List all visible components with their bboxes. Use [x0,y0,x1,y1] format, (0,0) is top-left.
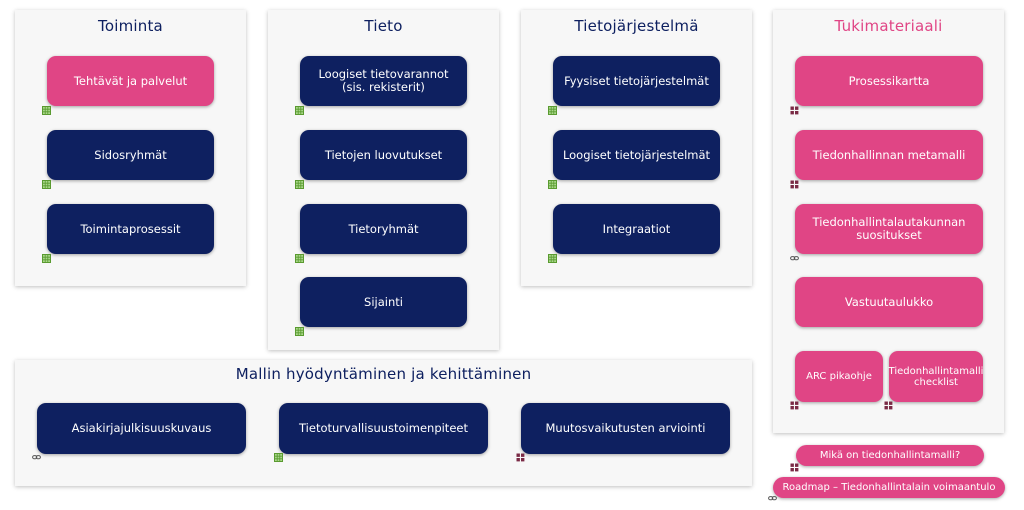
panel-title: Tieto [364,17,403,35]
grid-icon [42,254,51,263]
apps-icon [884,401,893,410]
tile-label: Tietojen luovutukset [324,147,443,162]
pill-roadmap[interactable] [773,477,1005,498]
tile-sijainti[interactable] [300,277,467,327]
tile-tehtavat-ja-palvelut[interactable] [47,56,214,106]
tile-integraatiot[interactable] [553,204,720,254]
tile-label: Tiedonhallintalautakunnan suositukset [812,215,966,242]
grid-icon [295,327,304,336]
grid-icon [295,180,304,189]
tile-label: Prosessikartta [848,73,930,88]
grid-icon [548,106,557,115]
tile-label: Asiakirjajulkisuuskuvaus [71,421,212,435]
panel-title: Tukimateriaali [834,17,943,35]
tile-label: Muutosvaikutusten arviointi [545,421,706,435]
grid-icon [295,106,304,115]
apps-icon [790,106,799,115]
tile-label: Tehtävät ja palvelut [73,73,188,88]
panel-title: Tietojärjestelmä [574,17,699,35]
tile-checklist[interactable] [889,351,983,402]
grid-icon [295,254,304,263]
tile-asiakirjajulkisuuskuvaus[interactable] [37,403,246,454]
tile-label: Sidosryhmät [94,147,167,162]
tile-loogiset-tietojarjestelmat[interactable] [553,130,720,180]
tile-label: Vastuutaulukko [844,294,934,309]
tile-label: Fyysiset tietojärjestelmät [564,73,709,88]
apps-icon [516,453,525,462]
grid-icon [548,180,557,189]
tile-tietoturvallisuustoimenpiteet[interactable] [279,403,488,454]
tile-sidosryhmat[interactable] [47,130,214,180]
panel-title: Toiminta [98,17,163,35]
tile-arc-pikaohje[interactable] [795,351,883,402]
tile-vastuutaulukko[interactable] [795,277,983,327]
tile-tietoryhmat[interactable] [300,204,467,254]
tile-label: Sijainti [364,294,403,309]
tile-lautakunnan-suositukset[interactable] [795,204,983,254]
tile-label: Tietoryhmät [348,221,419,236]
tile-tietojen-luovutukset[interactable] [300,130,467,180]
grid-icon [42,180,51,189]
link-icon [768,494,777,503]
grid-icon [274,453,283,462]
apps-icon [790,401,799,410]
apps-icon [790,463,799,472]
tile-label: Toimintaprosessit [80,221,181,236]
tile-label: ARC pikaohje [806,371,872,382]
tile-label: Tiedonhallinnan metamalli [812,147,966,162]
tile-prosessikartta[interactable] [795,56,983,106]
tile-fyysiset-tietojarjestelmat[interactable] [553,56,720,106]
pill-label: Mikä on tiedonhallintamalli? [819,450,961,461]
pill-label: Roadmap – Tiedonhallintalain voimaantulo [782,482,996,493]
panel-title: Mallin hyödyntäminen ja kehittäminen [235,365,532,383]
grid-icon [42,106,51,115]
tile-label: Tietoturvallisuustoimenpiteet [299,421,468,435]
tile-toimintaprosessit[interactable] [47,204,214,254]
pill-mika-on-tiedonhallintamalli[interactable] [796,445,984,466]
link-icon [790,254,799,263]
link-icon [32,453,41,462]
tile-tiedonhallinnan-metamalli[interactable] [795,130,983,180]
grid-icon [548,254,557,263]
tile-label: Loogiset tietojärjestelmät [562,147,711,162]
tile-label: Tiedonhallintamalli checklist [888,365,984,388]
tile-loogiset-tietovarannot[interactable] [300,56,467,106]
tile-muutosvaikutusten-arviointi[interactable] [521,403,730,454]
tile-label: Loogiset tietovarannot (sis. rekisterit) [318,67,449,94]
apps-icon [790,180,799,189]
tile-label: Integraatiot [602,221,671,236]
